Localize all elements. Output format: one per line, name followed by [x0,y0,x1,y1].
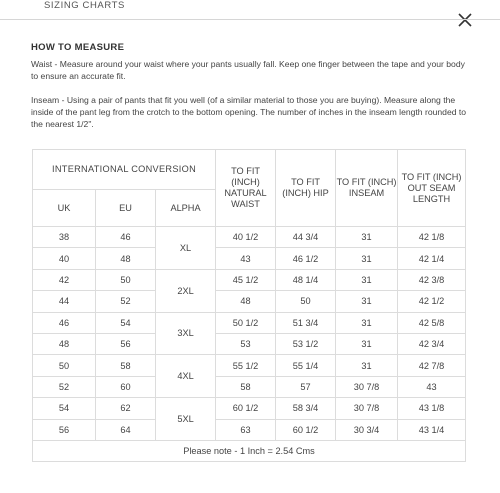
eu-cell: 64 [96,419,156,440]
alpha-cell: 5XL [156,398,216,441]
outseam-cell: 43 1/8 [398,398,466,419]
inseam-cell: 31 [336,333,398,354]
outseam-cell: 42 7/8 [398,355,466,376]
eu-cell: 48 [96,248,156,269]
uk-header: UK [33,190,96,227]
eu-cell: 56 [96,333,156,354]
waist-cell: 60 1/2 [216,398,276,419]
waist-cell: 63 [216,419,276,440]
eu-cell: 54 [96,312,156,333]
uk-cell: 38 [33,227,96,248]
eu-cell: 58 [96,355,156,376]
waist-cell: 55 1/2 [216,355,276,376]
waist-header: TO FIT (INCH) NATURAL WAIST [216,150,276,227]
hip-cell: 44 3/4 [276,227,336,248]
outseam-cell: 43 [398,376,466,397]
hip-cell: 60 1/2 [276,419,336,440]
outseam-header: TO FIT (INCH) OUT SEAM LENGTH [398,150,466,227]
inseam-cell: 31 [336,227,398,248]
inseam-cell: 31 [336,248,398,269]
inseam-cell: 31 [336,269,398,290]
size-chart-table [32,149,466,462]
hip-cell: 53 1/2 [276,333,336,354]
international-conversion-header: INTERNATIONAL CONVERSION [33,150,216,190]
waist-cell: 40 1/2 [216,227,276,248]
uk-cell: 40 [33,248,96,269]
hip-cell: 50 [276,291,336,312]
outseam-cell: 42 3/4 [398,333,466,354]
uk-cell: 46 [33,312,96,333]
alpha-cell: XL [156,227,216,270]
eu-header: EU [96,190,156,227]
hip-cell: 58 3/4 [276,398,336,419]
alpha-cell: 4XL [156,355,216,398]
header-divider [0,19,500,20]
inseam-cell: 31 [336,312,398,333]
inseam-cell: 30 3/4 [336,419,398,440]
waist-cell: 58 [216,376,276,397]
uk-cell: 48 [33,333,96,354]
outseam-cell: 42 1/8 [398,227,466,248]
eu-cell: 50 [96,269,156,290]
alpha-header: ALPHA [156,190,216,227]
eu-cell: 52 [96,291,156,312]
waist-cell: 50 1/2 [216,312,276,333]
hip-cell: 48 1/4 [276,269,336,290]
hip-cell: 46 1/2 [276,248,336,269]
outseam-cell: 43 1/4 [398,419,466,440]
close-icon[interactable] [456,11,474,29]
hip-cell: 57 [276,376,336,397]
outseam-cell: 42 1/2 [398,291,466,312]
inseam-header: TO FIT (INCH) INSEAM [336,150,398,227]
alpha-cell: 2XL [156,269,216,312]
eu-cell: 60 [96,376,156,397]
table-footer-row [33,440,466,461]
hip-cell: 55 1/4 [276,355,336,376]
inseam-cell: 30 7/8 [336,376,398,397]
outseam-cell: 42 1/4 [398,248,466,269]
table-row [33,355,466,376]
uk-cell: 54 [33,398,96,419]
hip-header: TO FIT (INCH) HIP [276,150,336,227]
table-row [33,333,466,354]
waist-cell: 45 1/2 [216,269,276,290]
hip-cell: 51 3/4 [276,312,336,333]
table-row [33,269,466,290]
uk-cell: 42 [33,269,96,290]
table-row [33,312,466,333]
table-row [33,291,466,312]
outseam-cell: 42 3/8 [398,269,466,290]
eu-cell: 62 [96,398,156,419]
table-row [33,248,466,269]
uk-cell: 56 [33,419,96,440]
outseam-cell: 42 5/8 [398,312,466,333]
uk-cell: 52 [33,376,96,397]
table-row [33,376,466,397]
table-row [33,227,466,248]
table-row [33,419,466,440]
inseam-cell: 31 [336,291,398,312]
inseam-cell: 31 [336,355,398,376]
waist-cell: 53 [216,333,276,354]
inseam-cell: 30 7/8 [336,398,398,419]
uk-cell: 50 [33,355,96,376]
how-to-measure-heading: HOW TO MEASURE [31,42,125,53]
waist-cell: 43 [216,248,276,269]
waist-cell: 48 [216,291,276,312]
alpha-cell: 3XL [156,312,216,355]
uk-cell: 44 [33,291,96,312]
waist-instructions: Waist - Measure around your waist where your pants usually fall. Keep one finger between the tape and your body to ensure an accurate fit. [31,59,465,81]
inseam-instructions: Inseam - Using a pair of pants that fit you well (of a similar material to those you are buying). Measure along the inside of the pant leg from the crotch to the bottom opening. The number of inches in the inseam length rounded to the nearest 1/2". [31,95,467,129]
conversion-note: Please note - 1 Inch = 2.54 Cms [33,440,466,461]
eu-cell: 46 [96,227,156,248]
table-row [33,398,466,419]
modal-title: SIZING CHARTS [44,0,125,11]
